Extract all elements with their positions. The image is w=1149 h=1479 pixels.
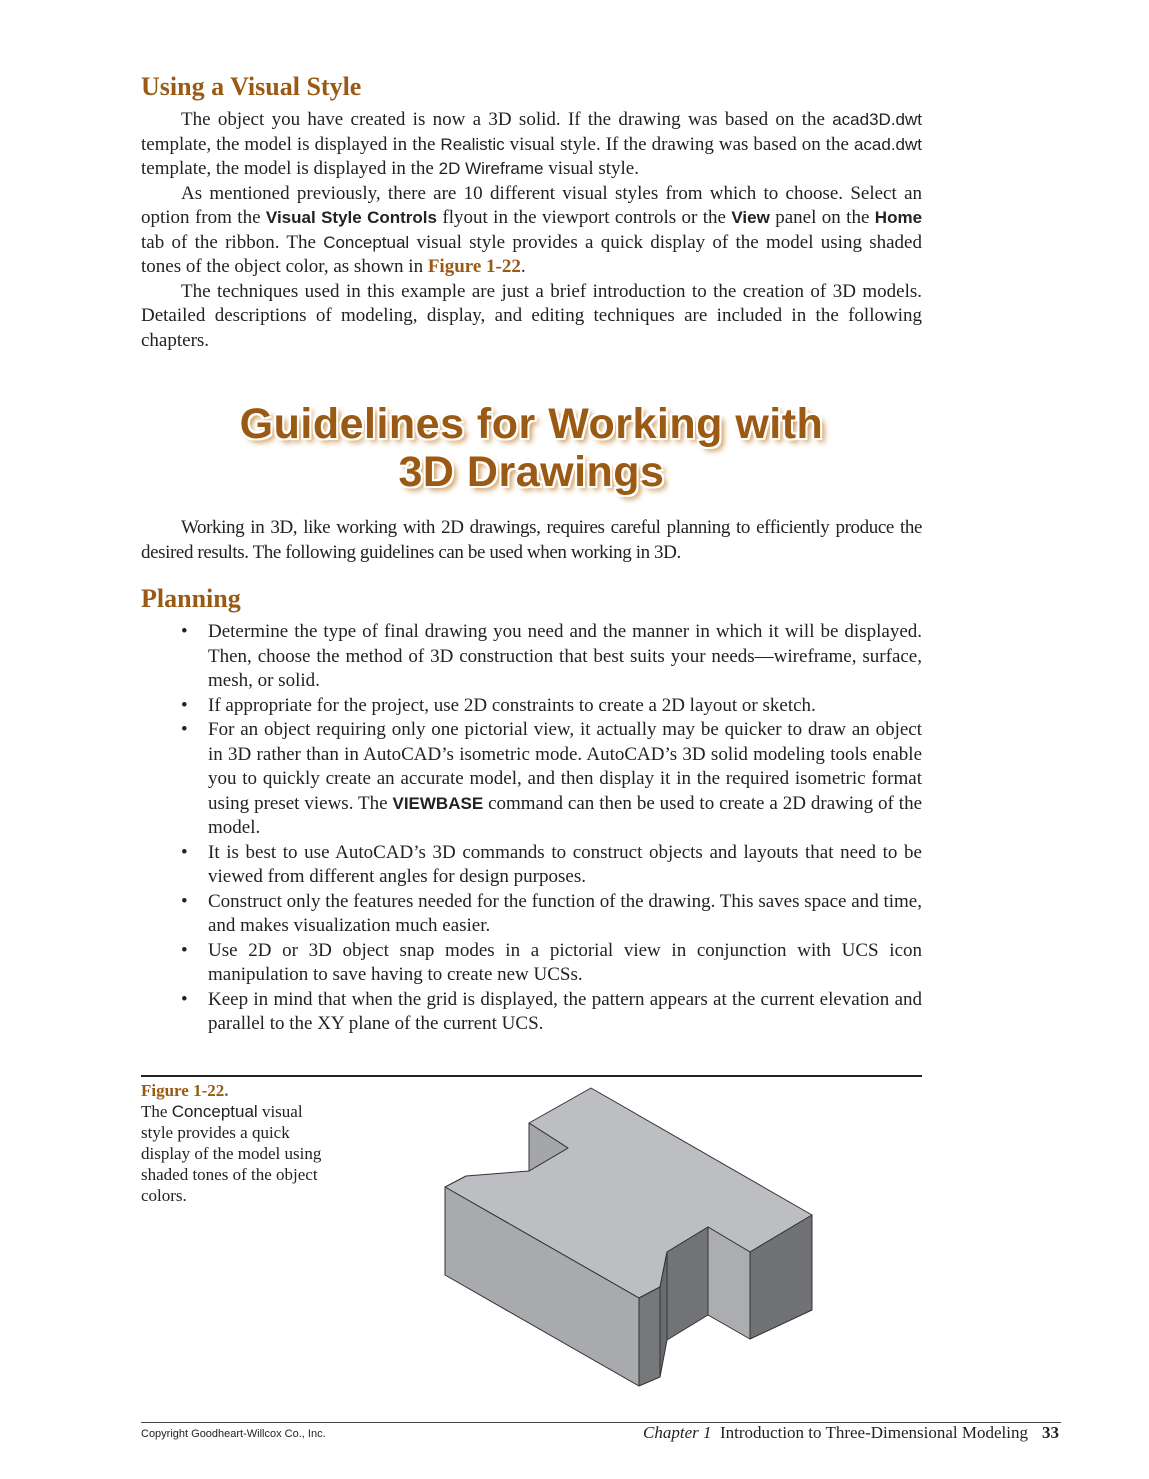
list-item: • Determine the type of final drawing you need and the manner in which it will be displayed. Then, choose the method of 3D construction that best suits your needs—wireframe, surface, mesh, or solid. <box>141 620 922 694</box>
paragraph: The techniques used in this example are just a brief introduction to the creation of 3D models. Detailed descriptions of modeling, display, and editing techniques are included in the following chapters. <box>141 280 922 351</box>
list-item: • Keep in mind that when the grid is displayed, the pattern appears at the current elevation and parallel to the XY plane of the current UCS. <box>141 988 922 1037</box>
figure-caption: Figure 1-22. The Conceptual visual style provides a quick display of the model using shaded tones of the object colors. <box>141 1081 322 1205</box>
main-heading: Guidelines for Working with 3D Drawings <box>239 400 824 496</box>
paragraph: The object you have created is now a 3D solid. If the drawing was based on the acad3D.dwt template, the model is displayed in the Realistic visual style. If the drawing was based on the acad.dwt template, the model is displayed in the 2D Wireframe visual style. <box>141 109 922 179</box>
model-chamfer-face <box>639 1287 660 1386</box>
list-item: • Use 2D or 3D object snap modes in a pictorial view in conjunction with UCS icon manipulation to save having to create new UCSs. <box>141 939 922 988</box>
paragraph: As mentioned previously, there are 10 different visual styles from which to choose. Select an option from the Visual Style Controls flyout in the viewport controls or the View panel on the Home tab of the ribbon. The Conceptual visual style provides a quick display of the model using shaded tones of the object color, as shown in Figure 1-22. <box>141 182 923 277</box>
list-item: • Construct only the features needed for the function of the drawing. This saves space and time, and makes visualization much easier. <box>141 890 922 939</box>
paragraph: Working in 3D, like working with 2D drawings, requires careful planning to efficiently produce the desired results. The following guidelines can be used when working in 3D. <box>141 517 922 563</box>
running-footer: Chapter 1 Introduction to Three-Dimensional Modeling 33 <box>643 1423 1059 1442</box>
copyright: Copyright Goodheart-Willcox Co., Inc. <box>141 1428 326 1440</box>
page-number: 33 <box>1042 1423 1059 1442</box>
section-heading: Using a Visual Style <box>141 72 362 101</box>
figure-reference-link[interactable]: Figure 1-22 <box>427 256 521 277</box>
section-heading: Planning <box>141 584 241 613</box>
list-item: • It is best to use AutoCAD’s 3D commands to construct objects and layouts that need to be viewed from different angles for design purposes. <box>141 841 922 890</box>
list-item: • For an object requiring only one pictorial view, it actually may be quicker to draw an object in 3D rather than in AutoCAD’s isometric mode. AutoCAD’s 3D solid modeling tools enable you to quickly create an accurate model, and then display it in the required isometric format using preset views. The VIEWBASE command can then be used to create a 2D drawing of the model. <box>141 718 922 841</box>
list-item: • If appropriate for the project, use 2D constraints to create a 2D layout or sketch. <box>141 694 922 719</box>
